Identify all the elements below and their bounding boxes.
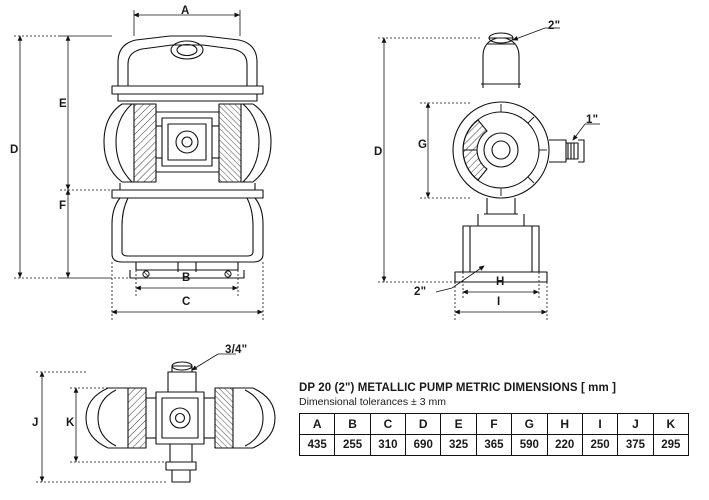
dimension-label-a: A [181,5,190,17]
table-header-cell: G [512,414,547,435]
dimension-label-k: K [66,417,75,429]
dimension-label-j: J [32,417,39,429]
dimension-label-h: H [496,276,505,288]
table-cell: 220 [547,435,582,456]
port-label-inlet-bottom: 2" [414,286,427,298]
table-header-cell: F [476,414,511,435]
port-label-exhaust: 3/4" [225,344,248,356]
table-header-cell: B [335,414,370,435]
dimension-label-g: G [418,139,428,151]
dimension-label-f: F [59,200,67,212]
table-cell: 295 [653,435,688,456]
dimension-label-b: B [182,272,191,284]
table-header-row [300,414,689,435]
table-title: DP 20 (2") METALLIC PUMP METRIC DIMENSIONS [ mm ] [299,382,617,394]
table-header-cell: J [618,414,653,435]
table-header-cell: A [300,414,335,435]
front-view-geometry [104,36,271,278]
table-header-cell: K [653,414,688,435]
table-cell: 250 [582,435,617,456]
table-header-cell: H [547,414,582,435]
dimension-table-block [299,382,701,456]
table-cell: 375 [618,435,653,456]
dimension-label-c: C [182,296,191,308]
dimension-label-i: I [497,296,501,308]
table-header-cell: I [582,414,617,435]
table-subtitle: Dimensional tolerances ± 3 mm [299,396,446,408]
table-header-cell: E [441,414,476,435]
dimension-label-d-side: D [374,146,383,158]
dimension-label-e: E [59,98,67,110]
table-cell: 325 [441,435,476,456]
table-cell: 690 [406,435,441,456]
table-cell: 590 [512,435,547,456]
side-view-dimensions [378,28,600,320]
table-header-cell: D [406,414,441,435]
table-cell: 310 [370,435,405,456]
port-label-air-inlet: 1" [586,114,599,126]
table-cell: 435 [300,435,335,456]
table-row [300,435,689,456]
port-label-outlet-top: 2" [548,20,561,32]
side-view-geometry [453,33,584,282]
table-cell: 365 [476,435,511,456]
table-header-cell: C [370,414,405,435]
top-view-geometry [86,362,275,482]
dimension-label-d-front: D [10,144,19,156]
dimension-table [299,413,689,456]
table-cell: 255 [335,435,370,456]
